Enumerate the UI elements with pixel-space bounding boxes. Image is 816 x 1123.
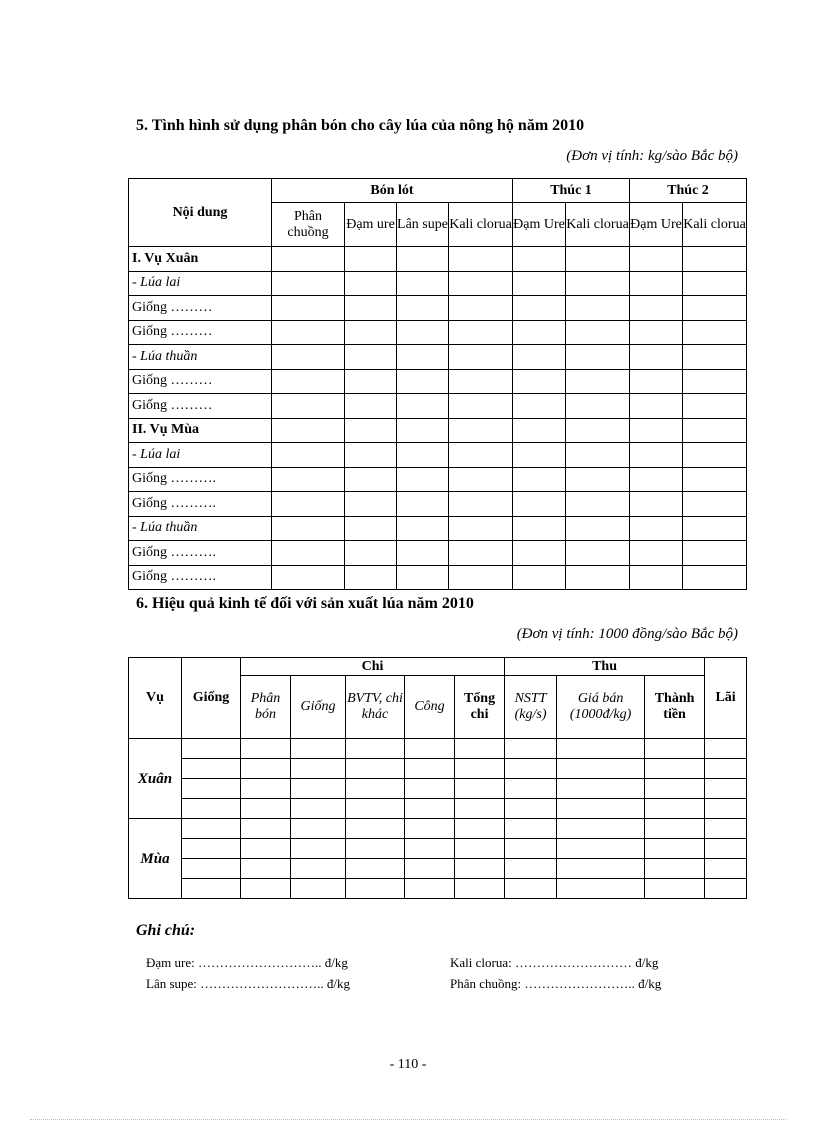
data-cell[interactable] [346,859,405,879]
data-cell[interactable] [405,739,455,759]
giong-cell[interactable] [182,799,241,819]
row-label: Giống ……… [129,369,272,394]
data-cell[interactable] [397,320,449,345]
giong-cell[interactable] [182,859,241,879]
data-cell[interactable] [346,799,405,819]
subcol-gia-ban: Giá bán (1000đ/kg) [557,676,645,739]
fertilizer-row [129,565,747,590]
data-cell[interactable] [272,247,345,272]
fertilizer-row [129,418,747,443]
data-cell[interactable] [345,369,397,394]
data-cell[interactable] [397,516,449,541]
data-cell[interactable] [683,369,747,394]
data-cell[interactable] [449,369,513,394]
fertilizer-row [129,394,747,419]
data-cell[interactable] [449,565,513,590]
giong-cell[interactable] [182,779,241,799]
data-cell[interactable] [449,516,513,541]
fertilizer-row [129,320,747,345]
note-dam-ure: Đạm ure: ……………………….. đ/kg [146,955,348,970]
data-cell[interactable] [683,394,747,419]
data-cell[interactable] [557,739,645,759]
data-cell[interactable] [505,819,557,839]
data-cell[interactable] [241,879,291,899]
data-cell[interactable] [705,759,747,779]
data-cell[interactable] [397,271,449,296]
notes-title: Ghi chú: [136,922,196,939]
data-cell[interactable] [397,369,449,394]
data-cell[interactable] [513,345,566,370]
subcol: Đạm ure [345,203,397,247]
data-cell[interactable] [241,739,291,759]
data-cell[interactable] [241,759,291,779]
data-cell[interactable] [405,879,455,899]
data-cell[interactable] [241,819,291,839]
subcol: Kali clorua [683,203,747,247]
data-cell[interactable] [513,443,566,468]
data-cell[interactable] [405,859,455,879]
data-cell[interactable] [346,779,405,799]
data-cell[interactable] [505,799,557,819]
data-cell[interactable] [645,759,705,779]
data-cell[interactable] [557,759,645,779]
data-cell[interactable] [683,565,747,590]
row-label: - Lúa thuần [129,345,272,370]
row-label: Giống ……… [129,394,272,419]
data-cell[interactable] [630,345,683,370]
data-cell[interactable] [566,565,630,590]
data-cell[interactable] [566,516,630,541]
row-label: II. Vụ Mùa [129,418,272,443]
data-cell[interactable] [513,565,566,590]
fertilizer-row [129,345,747,370]
subcol-nstt: NSTT (kg/s) [505,676,557,739]
data-cell[interactable] [566,541,630,566]
data-cell[interactable] [272,394,345,419]
data-cell[interactable] [405,799,455,819]
data-cell[interactable] [272,541,345,566]
row-label: Giống ………. [129,467,272,492]
data-cell[interactable] [705,819,747,839]
fertilizer-row [129,541,747,566]
data-cell[interactable] [455,759,505,779]
data-cell[interactable] [291,759,346,779]
data-cell[interactable] [513,541,566,566]
data-cell[interactable] [455,799,505,819]
data-cell[interactable] [272,320,345,345]
data-cell[interactable] [345,467,397,492]
economic-table [128,657,747,899]
data-cell[interactable] [630,369,683,394]
data-cell[interactable] [630,296,683,321]
data-cell[interactable] [405,839,455,859]
data-cell[interactable] [566,320,630,345]
data-cell[interactable] [397,394,449,419]
data-cell[interactable] [291,779,346,799]
data-cell[interactable] [272,345,345,370]
data-cell[interactable] [241,779,291,799]
giong-cell[interactable] [182,759,241,779]
economic-row [129,879,747,889]
data-cell[interactable] [291,879,346,899]
fertilizer-row [129,296,747,321]
data-cell[interactable] [557,839,645,859]
data-cell[interactable] [272,296,345,321]
data-cell[interactable] [345,247,397,272]
data-cell[interactable] [449,492,513,517]
data-cell[interactable] [513,394,566,419]
data-cell[interactable] [397,565,449,590]
group-bon-lot: Bón lót [272,179,513,203]
data-cell[interactable] [557,819,645,839]
data-cell[interactable] [272,492,345,517]
subcol-cong: Công [405,676,455,739]
fertilizer-table [128,178,747,590]
data-cell[interactable] [291,839,346,859]
season-label: Xuân [129,739,182,819]
subcol-phan-bon: Phân bón [241,676,291,739]
data-cell[interactable] [346,819,405,839]
data-cell[interactable] [645,819,705,839]
group-thu: Thu [505,658,705,676]
data-cell[interactable] [630,492,683,517]
data-cell[interactable] [449,296,513,321]
data-cell[interactable] [630,443,683,468]
economic-row [129,819,747,829]
data-cell[interactable] [455,739,505,759]
data-cell[interactable] [505,779,557,799]
col-giong: Giống [182,658,241,739]
giong-cell[interactable] [182,839,241,859]
data-cell[interactable] [683,516,747,541]
data-cell[interactable] [683,345,747,370]
data-cell[interactable] [566,247,630,272]
data-cell[interactable] [272,443,345,468]
fertilizer-row [129,369,747,394]
data-cell[interactable] [455,839,505,859]
page-number: - 110 - [389,1057,427,1072]
giong-cell[interactable] [182,879,241,899]
row-label: - Lúa thuần [129,516,272,541]
data-cell[interactable] [705,799,747,819]
data-cell[interactable] [630,467,683,492]
data-cell[interactable] [397,541,449,566]
data-cell[interactable] [566,296,630,321]
row-label: - Lúa lai [129,443,272,468]
data-cell[interactable] [566,443,630,468]
data-cell[interactable] [449,271,513,296]
data-cell[interactable] [241,859,291,879]
subcol-bvtv: BVTV, chi khác [346,676,405,739]
data-cell[interactable] [346,839,405,859]
data-cell[interactable] [683,418,747,443]
data-cell[interactable] [505,839,557,859]
data-cell[interactable] [645,859,705,879]
row-label: Giống ………. [129,492,272,517]
data-cell[interactable] [345,516,397,541]
section6-title: 6. Hiệu quả kinh tế đối với sản xuất lúa năm 2010 [136,595,474,612]
subcol-giong: Giống [291,676,346,739]
data-cell[interactable] [566,369,630,394]
data-cell[interactable] [291,819,346,839]
data-cell[interactable] [630,541,683,566]
data-cell[interactable] [405,819,455,839]
data-cell[interactable] [346,879,405,899]
fertilizer-row [129,492,747,517]
data-cell[interactable] [557,879,645,899]
subcol-thanh-tien: Thành tiền [645,676,705,739]
season-label: Mùa [129,819,182,899]
data-cell[interactable] [630,418,683,443]
economic-row [129,779,747,789]
data-cell[interactable] [513,296,566,321]
section6-unit: (Đơn vị tính: 1000 đồng/sào Bắc bộ) [516,626,738,642]
data-cell[interactable] [683,467,747,492]
data-cell[interactable] [449,443,513,468]
data-cell[interactable] [566,394,630,419]
economic-row [129,799,747,809]
data-cell[interactable] [397,247,449,272]
data-cell[interactable] [455,819,505,839]
fertilizer-row [129,467,747,492]
data-cell[interactable] [272,516,345,541]
data-cell[interactable] [557,779,645,799]
data-cell[interactable] [705,839,747,859]
data-cell[interactable] [557,859,645,879]
data-cell[interactable] [455,779,505,799]
giong-cell[interactable] [182,739,241,759]
data-cell[interactable] [630,565,683,590]
row-label: - Lúa lai [129,271,272,296]
data-cell[interactable] [449,418,513,443]
data-cell[interactable] [566,467,630,492]
data-cell[interactable] [705,879,747,899]
data-cell[interactable] [405,759,455,779]
data-cell[interactable] [645,799,705,819]
data-cell[interactable] [397,296,449,321]
data-cell[interactable] [241,799,291,819]
data-cell[interactable] [272,418,345,443]
data-cell[interactable] [272,369,345,394]
data-cell[interactable] [345,541,397,566]
data-cell[interactable] [683,541,747,566]
data-cell[interactable] [505,739,557,759]
subcol: Phân chuồng [272,203,345,247]
data-cell[interactable] [449,247,513,272]
data-cell[interactable] [566,418,630,443]
data-cell[interactable] [449,394,513,419]
data-cell[interactable] [397,418,449,443]
data-cell[interactable] [513,492,566,517]
data-cell[interactable] [449,320,513,345]
subcol-tong-chi: Tổng chi [455,676,505,739]
data-cell[interactable] [397,443,449,468]
data-cell[interactable] [557,799,645,819]
data-cell[interactable] [505,879,557,899]
data-cell[interactable] [291,799,346,819]
data-cell[interactable] [345,296,397,321]
data-cell[interactable] [645,779,705,799]
data-cell[interactable] [345,320,397,345]
data-cell[interactable] [272,467,345,492]
row-label: Giống ………. [129,541,272,566]
data-cell[interactable] [345,394,397,419]
data-cell[interactable] [397,492,449,517]
data-cell[interactable] [683,296,747,321]
data-cell[interactable] [630,394,683,419]
economic-row [129,859,747,869]
subcol: Đạm Ure [513,203,566,247]
fertilizer-row [129,443,747,468]
data-cell[interactable] [683,271,747,296]
note-kali-clorua: Kali clorua: ……………………… đ/kg [450,955,659,970]
fertilizer-row [129,271,747,296]
data-cell[interactable] [346,739,405,759]
data-cell[interactable] [449,467,513,492]
data-cell[interactable] [513,516,566,541]
economic-row [129,839,747,849]
data-cell[interactable] [630,271,683,296]
row-label: Giống ……… [129,320,272,345]
subcol: Kali clorua [449,203,513,247]
data-cell[interactable] [683,247,747,272]
subcol: Lân supe [397,203,449,247]
economic-row [129,739,747,749]
data-cell[interactable] [683,320,747,345]
data-cell[interactable] [345,492,397,517]
section5-unit: (Đơn vị tính: kg/sào Bắc bộ) [566,148,738,164]
data-cell[interactable] [645,879,705,899]
data-cell[interactable] [683,492,747,517]
giong-cell[interactable] [182,819,241,839]
col-lai: Lãi [705,658,747,739]
data-cell[interactable] [505,859,557,879]
data-cell[interactable] [449,345,513,370]
data-cell[interactable] [346,759,405,779]
row-label: Giống ………. [129,565,272,590]
data-cell[interactable] [645,839,705,859]
fertilizer-row [129,247,747,272]
row-label: Giống ……… [129,296,272,321]
data-cell[interactable] [455,859,505,879]
data-cell[interactable] [705,779,747,799]
data-cell[interactable] [630,247,683,272]
data-cell[interactable] [513,467,566,492]
economic-row [129,759,747,769]
data-cell[interactable] [513,271,566,296]
note-phan-chuong: Phân chuồng: …………………….. đ/kg [450,976,662,991]
fertilizer-row [129,516,747,541]
data-cell[interactable] [513,369,566,394]
data-cell[interactable] [566,271,630,296]
data-cell[interactable] [455,879,505,899]
data-cell[interactable] [345,345,397,370]
data-cell[interactable] [345,443,397,468]
subcol: Kali clorua [566,203,630,247]
subcol: Đạm Ure [630,203,683,247]
row-label: I. Vụ Xuân [129,247,272,272]
data-cell[interactable] [513,247,566,272]
data-cell[interactable] [345,418,397,443]
data-cell[interactable] [513,320,566,345]
data-cell[interactable] [630,320,683,345]
data-cell[interactable] [645,739,705,759]
group-thuc-2: Thúc 2 [630,179,747,203]
section5-title: 5. Tình hình sử dụng phân bón cho cây lúa của nông hộ năm 2010 [136,117,585,134]
data-cell[interactable] [449,541,513,566]
bottom-dotted-rule [30,1119,786,1120]
note-lan-supe: Lân supe: ……………………….. đ/kg [146,976,351,991]
data-cell[interactable] [405,779,455,799]
group-thuc-1: Thúc 1 [513,179,630,203]
data-cell[interactable] [683,443,747,468]
data-cell[interactable] [630,516,683,541]
data-cell[interactable] [345,271,397,296]
data-cell[interactable] [241,839,291,859]
data-cell[interactable] [291,739,346,759]
data-cell[interactable] [705,739,747,759]
col-noi-dung: Nội dung [129,179,272,247]
data-cell[interactable] [566,492,630,517]
data-cell[interactable] [397,345,449,370]
data-cell[interactable] [505,759,557,779]
data-cell[interactable] [345,565,397,590]
col-vu: Vụ [129,658,182,739]
data-cell[interactable] [272,271,345,296]
data-cell[interactable] [513,418,566,443]
data-cell[interactable] [397,467,449,492]
data-cell[interactable] [291,859,346,879]
data-cell[interactable] [705,859,747,879]
data-cell[interactable] [272,565,345,590]
group-chi: Chi [241,658,505,676]
data-cell[interactable] [566,345,630,370]
